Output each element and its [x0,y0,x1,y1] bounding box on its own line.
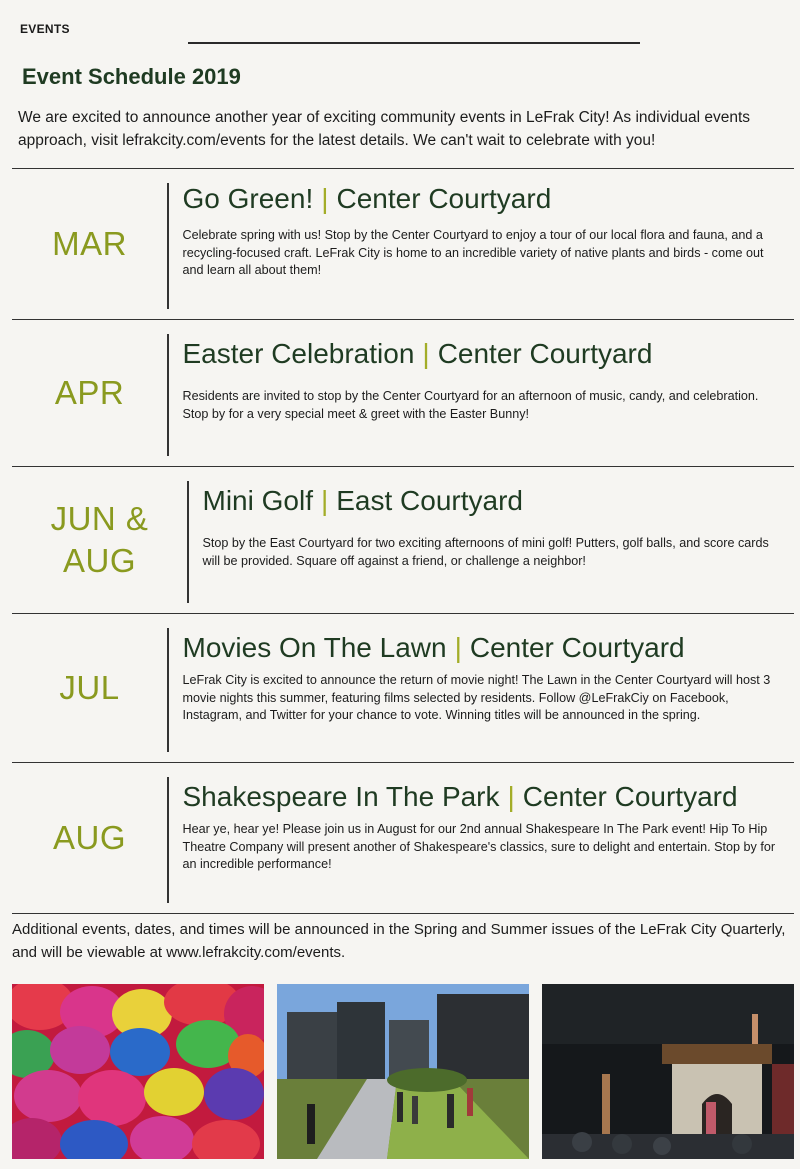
event-location: East Courtyard [336,485,523,516]
event-row [12,762,794,913]
title-separator: | [507,781,515,812]
event-location: Center Courtyard [469,632,685,663]
bottom-rule [12,913,794,914]
event-location: Center Courtyard [336,183,552,214]
title-separator: | [454,632,462,663]
event-month: JUN & AUG [50,500,149,579]
event-month: AUG [52,819,126,856]
title-separator: | [320,485,329,516]
event-name: Shakespeare In The Park [182,781,500,812]
event-title [183,179,785,219]
event-title [183,777,785,817]
event-description: Residents are invited to stop by the Center Courtyard for an afternoon of music, candy, and celebration. Stop by for a very special meet & greet with the Easter Bunny! [182,389,759,421]
easter-eggs-photo [12,984,264,1159]
event-month: JUL [59,669,120,706]
event-row [12,319,794,466]
event-description: Hear ye, hear ye! Please join us in August for our 2nd annual Shakespeare In The Park event! Hip To Hip Theatre Company will present another of Shakespeare's classics, sure to delight and entertain. Stop by for an incredible performance! [182,822,776,871]
event-name: Easter Celebration [182,338,415,369]
footer-note: Additional events, dates, and times will be announced in the Spring and Summer issues of the LeFrak City Quarterly, and will be viewable at www.lefrakcity.com/events. [12,921,786,961]
photo-strip [12,984,794,1159]
theatre-photo [542,984,794,1159]
event-name: Mini Golf [202,485,313,516]
title-separator: | [422,338,430,369]
event-row [12,168,794,319]
event-month: APR [54,374,125,411]
event-location: Center Courtyard [522,781,738,812]
event-list [12,168,794,914]
section-label: EVENTS [20,22,70,36]
page-title: Event Schedule 2019 [22,64,241,89]
event-description: Stop by the East Courtyard for two exciting afternoons of mini golf! Putters, golf balls, and score cards will be provided. Square off against a friend, or challenge a neighbor! [202,536,769,568]
top-rule [188,42,640,44]
event-month: MAR [52,225,127,262]
event-title [183,334,785,374]
event-description: Celebrate spring with us! Stop by the Center Courtyard to enjoy a tour of our local flora and fauna, and a recycling-focused craft. LeFrak City is home to an incredible variety of native plants and birds - come out and learn all about them! [182,228,764,277]
event-title [203,481,785,521]
event-name: Go Green! [182,183,314,214]
courtyard-photo [277,984,529,1159]
event-row [12,613,794,762]
event-row [12,466,794,613]
intro-paragraph: We are excited to announce another year of exciting community events in LeFrak City! As individual events approach, visit lefrakcity.com/events for the latest details. We can't wait to celebrate with you! [18,109,751,149]
title-separator: | [321,183,329,214]
event-location: Center Courtyard [437,338,653,369]
event-description: LeFrak City is excited to announce the return of movie night! The Lawn in the Center Courtyard will host 3 movie nights this summer, featuring films selected by residents. Follow @LeFrakCiy on Facebook, Instagram, and Twitter for your chance to vote. Winning titles will be announced in the spring. [182,673,771,722]
event-title [183,628,785,668]
event-name: Movies On The Lawn [182,632,447,663]
